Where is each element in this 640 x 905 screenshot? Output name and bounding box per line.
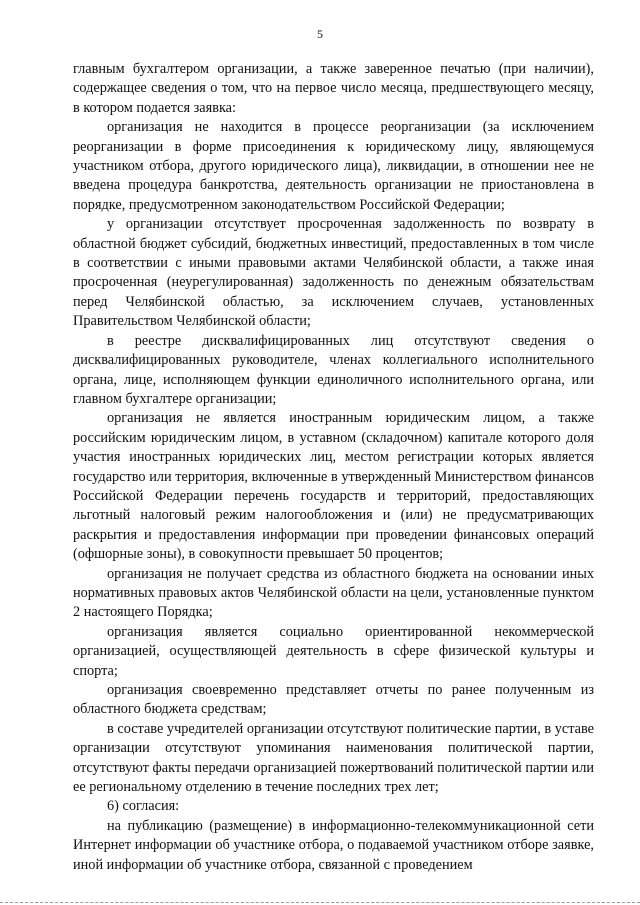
page-number: 5 — [317, 27, 323, 41]
paragraph-no-reorganization: организация не находится в процессе реорганизации (за исключением реорганизации в форме присоединения к юридическому лицу, являющемуся участником отбора, другого юридического лица), ликвидации, в отношении нее не введена процедура банкротства, деятельность организации не приостановлена в порядке, предусмотренном законодательством Российской Федерации; — [73, 119, 594, 213]
paragraph-socially-oriented: организация является социально ориентированной некоммерческой организацией, осуществляющей деятельность в сфере физической культуры и спорта; — [73, 623, 594, 679]
paragraph-no-political-parties: в составе учредителей организации отсутствуют политические партии, в уставе организации отсутствуют упоминания наименования политической партии, отсутствуют факты передачи организацией пожертвований политической партии или ее региональному отделению в течение последних трех лет; — [73, 720, 594, 796]
paragraph-no-other-funding: организация не получает средства из областного бюджета на основании иных нормативных правовых актов Челябинской области на цели, установленные пунктом 2 настоящего Порядка; — [73, 565, 594, 621]
document-body — [73, 60, 594, 875]
page-bottom-edge — [0, 902, 640, 903]
paragraph-no-debt: у организации отсутствует просроченная задолженность по возврату в областной бюджет субсидий, бюджетных инвестиций, предоставленных в том числе в соответствии с иными правовыми актами Челябинской области, а также иная просроченная (неурегулированная) задолженность по денежным обязательствам перед Челябинской областью, за исключением случаев, установленных Правительством Челябинской области; — [73, 216, 594, 330]
paragraph-disqualified-registry: в реестре дисквалифицированных лиц отсутствуют сведения о дисквалифицированных руководителе, членах коллегиального исполнительного органа, лице, исполняющем функции единоличного исполнительного органа, или главном бухгалтере организации; — [73, 332, 594, 407]
paragraph-timely-reports: организация своевременно представляет отчеты по ранее полученным из областного бюджета средствам; — [73, 682, 594, 718]
paragraph-publication-consent: на публикацию (размещение) в информационно-телекоммуникационной сети Интернет информации об участнике отбора, о подаваемой участником отборе заявке, иной информации об участнике отбора, связанной с проведением — [73, 817, 594, 873]
paragraph-continuation: главным бухгалтером организации, а также заверенное печатью (при наличии), содержащее сведения о том, что на первое число месяца, предшествующего месяцу, в котором подается заявка: — [73, 61, 594, 116]
paragraph-not-foreign-entity: организация не является иностранным юридическим лицом, а также российским юридическим лицом, в уставном (складочном) капитале которого доля участия иностранных юридических лиц, местом регистрации которых является государство или территория, включенные в утвержденный Министерством финансов Российской Федерации перечень государств и территорий, предоставляющих льготный налоговый режим налогообложения и (или) не предусматривающих раскрытия и предоставления информации при проведении финансовых операций (офшорные зоны), в совокупности превышает 50 процентов; — [73, 410, 594, 563]
paragraph-consents-heading: 6) согласия: — [107, 798, 180, 815]
